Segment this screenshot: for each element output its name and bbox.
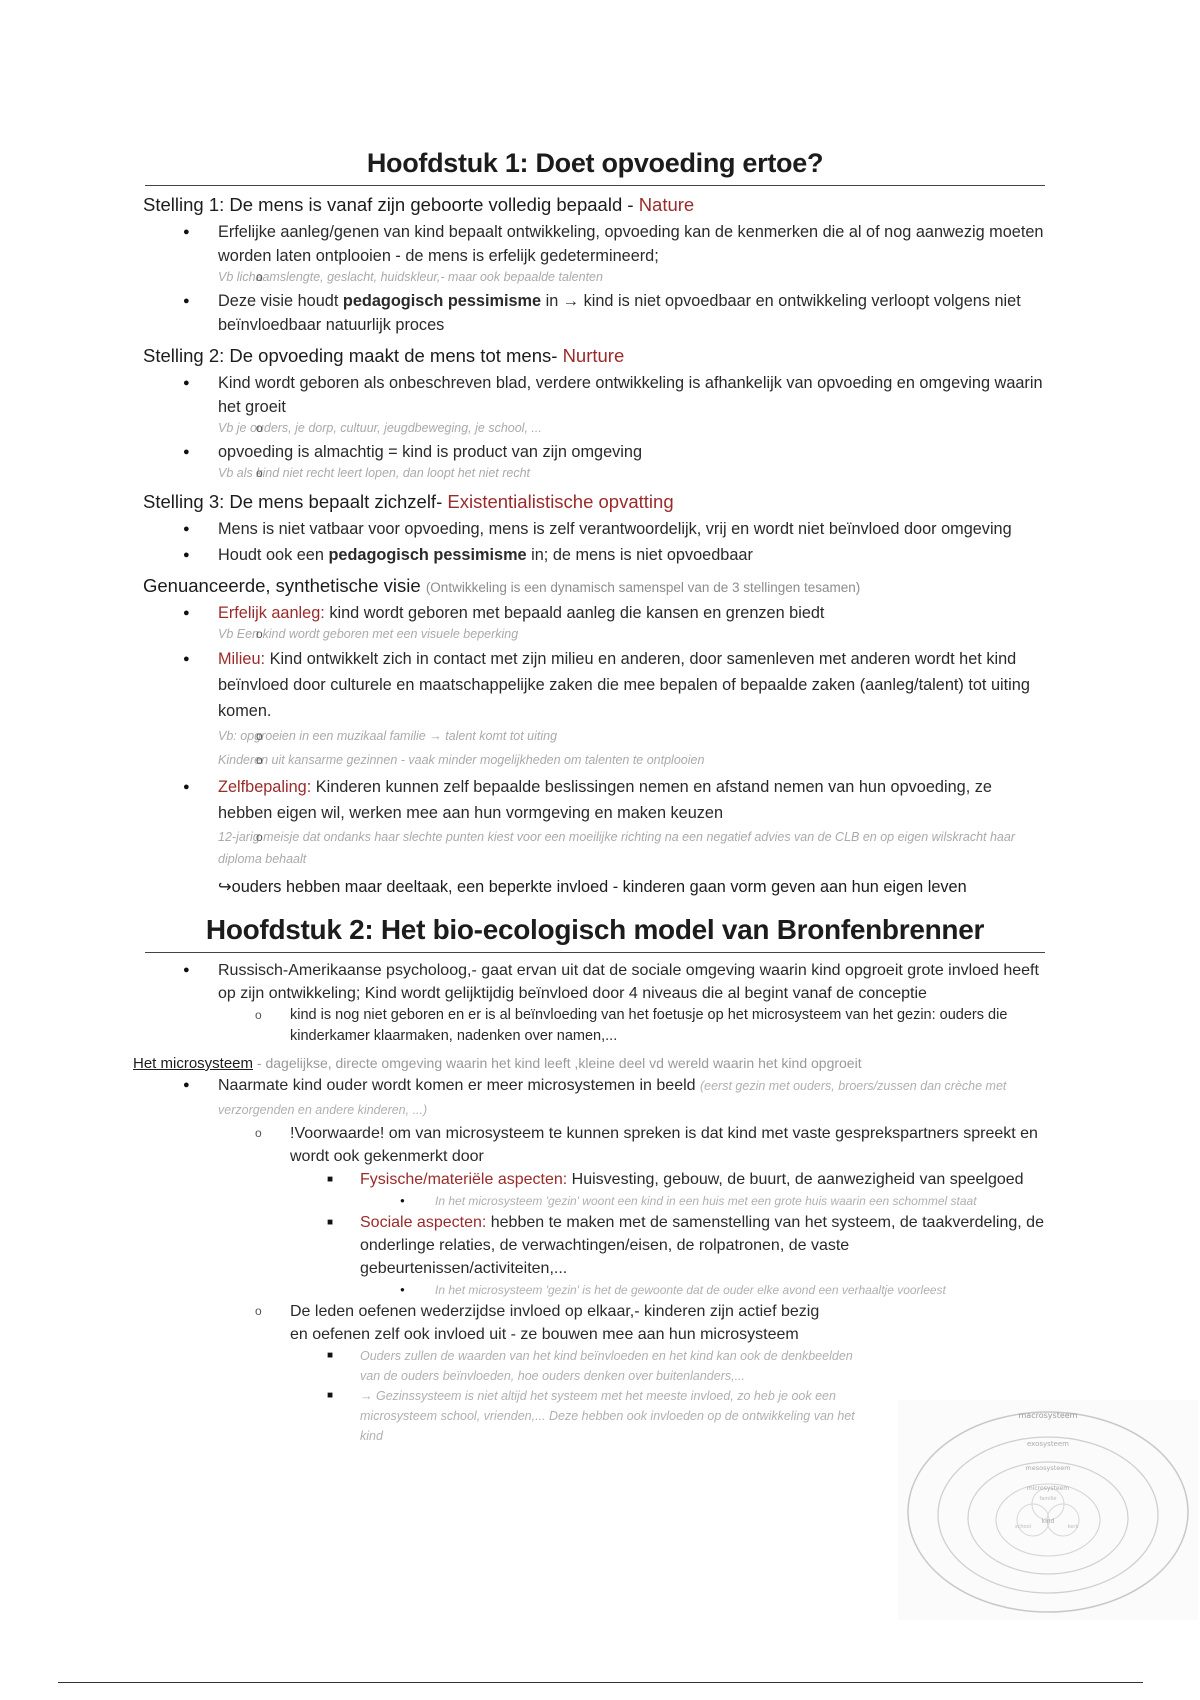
micro-label: microsysteem [1026,1485,1070,1492]
list-item: ● Erfelijke aanleg/genen van kind bepaalt ontwikkeling, opvoeding kan de kenmerken die al of nog aanwezig moeten worden laten ontplooien - de mens is erfelijk gedetermineerd; o Vb lichaamslengte, geslacht, huidskleur,- maar ook bepaalde talenten [145,220,1045,287]
example-note: ■ Ouders zullen de waarden van het kind beïnvloeden en het kind kan ook de denkbeelden van de ouders beïnvloeden, hoe ouders denken over buitenlanders,... [145,1346,860,1386]
microsystem-heading: Het microsysteem - dagelijkse, directe omgeving waarin het kind leeft ,kleine deel vd wereld waarin het kind opgroeit [133,1055,862,1072]
list-item: ● Mens is niet vatbaar voor opvoeding, mens is zelf verantwoordelijk, vrij en wordt niet beïnvloed door omgeving [145,517,1045,541]
example-note: o Vb lichaamslengte, geslacht, huidskleur,- maar ook bepaalde talenten [146,268,1045,287]
list-item: ● Houdt ook een pedagogisch pessimisme in; de mens is niet opvoedbaar [145,543,1045,567]
example-note: o Vb als kind niet recht leert lopen, dan loopt het niet recht [146,464,1045,483]
list-item: ● Russisch-Amerikaanse psycholoog,- gaat ervan uit dat de sociale omgeving waarin kind opgroeit grote invloed heeft op zijn ontwikkeling; Kind wordt gelijktijdig beïnvloed door 4 niveaus die al begint vanaf de conceptie [145,959,1045,1005]
list-item: ● Milieu: Kind ontwikkelt zich in contact met zijn milieu en anderen, door samenleven met anderen wordt het kind beïnvloed door culturele en maatschappelijke zaken die mee bepalen of bepaalde zaken (aanleg/talent) tot uiting komen. o Vb: opgroeien in een muzikaal familie → talent komt tot uiting o Kinderen uit kansarme gezinnen - vaak minder mogelijkheden om talenten te ontplooien [145,646,1045,772]
document-page [133,148,1045,1446]
list-item: ● Kind wordt geboren als onbeschreven blad, verdere ontwikkeling is afhankelijk van opvoeding en omgeving waarin het groeit o Vb je ouders, je dorp, cultuur, jeugdbeweging, je school, ... [145,371,1045,438]
exo-label: exosysteem [1026,1440,1070,1448]
example-note: o Vb Een kind wordt geboren met een visuele beperking [146,625,1045,644]
stelling-2-tag: Nurture [562,345,625,366]
list-item: ● Zelfbepaling: Kinderen kunnen zelf bepaalde beslissingen nemen en afstand nemen van hun opvoeding, ze hebben eigen wil, werken mee aan hun vormgeving en maken keuzen o 12-jarig meisje dat ondanks haar slechte punten kiest voor een moeilijke richting na een negatief advies van de CLB en op eigen wilskracht haar diploma behaalt [145,774,1045,870]
list-item: ● opvoeding is almachtig = kind is product van zijn omgeving o Vb als kind niet recht leert lopen, dan loopt het niet recht [145,440,1045,483]
example-note: o Vb je ouders, je dorp, cultuur, jeugdbeweging, je school, ... [146,419,1045,438]
meso-label: mesosysteem [1025,1464,1071,1472]
church-label: kerk [1067,1524,1079,1530]
list-item: ● Erfelijk aanleg: kind wordt geboren met bepaald aanleg die kansen en grenzen biedt o Vb Een kind wordt geboren met een visuele beperking [145,601,1045,644]
list-item: ■ Sociale aspecten: hebben te maken met de samenstelling van het systeem, de taakverdeling, de onderlinge relaties, de verwachtingen/eisen, de rolpatronen, de vaste gebeurtenissen/activiteiten,... [145,1211,1045,1280]
example-note: ● In het microsysteem 'gezin' woont een kind in een huis met een grote huis waarin een schommel staat [145,1191,1045,1211]
chapter2-body [133,959,1045,1446]
stelling-3-tag: Existentialistische opvatting [447,491,674,512]
footer-divider [58,1682,1143,1683]
list-item: ■ Fysische/materiële aspecten: Huisvesting, gebouw, de buurt, de aanwezigheid van speelgoed [145,1168,1045,1191]
chapter2-title: Hoofdstuk 2: Het bio-ecologisch model van Bronfenbrenner [145,914,1045,953]
list-item: o kind is nog niet geboren en er is al beïnvloeding van het foetusje op het microsysteem van het gezin: ouders die kinderkamer klaarmaken, nadenken over namen,... [145,1005,1045,1047]
diagram-background [898,1400,1198,1620]
list-item: o De leden oefenen wederzijdse invloed op elkaar,- kinderen zijn actief bezig en oefenen zelf ook invloed uit - ze bouwen mee aan hun microsysteem [145,1300,820,1346]
stelling-3-list [145,517,1045,567]
example-note: ■ → Gezinssysteem is niet altijd het systeem met het meeste invloed, zo heb je ook een microsysteem school, vrienden,... Deze hebben ook invloeden op de ontwikkeling van het kind [145,1386,860,1446]
kind-label: kind [1041,1518,1055,1525]
list-item: ● Naarmate kind ouder wordt komen er meer microsystemen in beeld (eerst gezin met ouders, broers/zussen dan crèche met verzorgenden en andere kinderen, ...) [145,1074,1045,1122]
example-note: o 12-jarig meisje dat ondanks haar slechte punten kiest voor een moeilijke richting na een negatief advies van de CLB en op eigen wilskracht haar diploma behaalt [146,826,1045,870]
example-note: o Kinderen uit kansarme gezinnen - vaak minder mogelijkheden om talenten te ontplooien [146,748,1045,772]
list-item: o !Voorwaarde! om van microsysteem te kunnen spreken is dat kind met vaste gesprekspartners spreekt en wordt ook gekenmerkt door [145,1122,1045,1168]
example-note: ● In het microsysteem 'gezin' is het de gewoonte dat de ouder elke avond een verhaaltje voorleest [145,1280,1045,1300]
synthesis-list [145,601,1045,870]
macro-label: macrosysteem [1018,1411,1078,1420]
conclusion-line: ↪ouders hebben maar deeltaak, een beperkte invloed - kinderen gaan vorm geven aan hun eigen leven [218,878,967,896]
chapter1-title: Hoofdstuk 1: Doet opvoeding ertoe? [145,148,1045,186]
family-label: familie [1039,1496,1057,1502]
stelling-1-list [145,220,1045,337]
stelling-3-heading: Stelling 3: De mens bepaalt zichzelf- Existentialistische opvatting [143,491,674,512]
bronfenbrenner-diagram [898,1400,1198,1620]
stelling-2-list [145,371,1045,483]
stelling-1-heading: Stelling 1: De mens is vanaf zijn geboorte volledig bepaald - Nature [143,194,695,215]
list-item: ● Deze visie houdt pedagogisch pessimisme in → kind is niet opvoedbaar en ontwikkeling verloopt volgens niet beïnvloedbaar natuurlijk proces [145,289,1045,337]
example-note: o Vb: opgroeien in een muzikaal familie → talent komt tot uiting [146,724,1045,748]
stelling-2-heading: Stelling 2: De opvoeding maakt de mens tot mens- Nurture [143,345,625,366]
school-label: school [1014,1524,1032,1530]
stelling-1-tag: Nature [638,194,695,215]
synthesis-heading: Genuanceerde, synthetische visie (Ontwikkeling is een dynamisch samenspel van de 3 stellingen tesamen) [143,575,861,596]
